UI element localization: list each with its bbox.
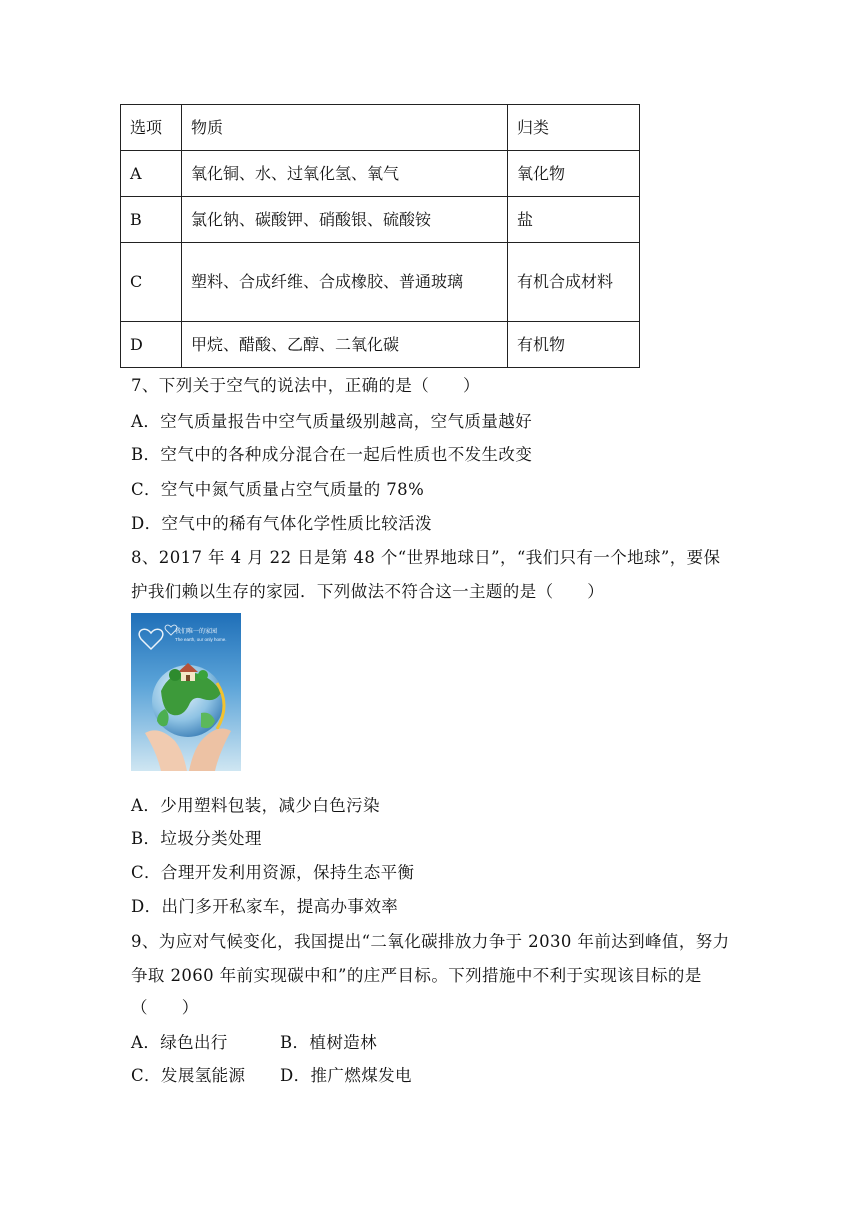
poster-caption-en: The earth, our only home. [175, 637, 227, 642]
row-option: A [121, 151, 182, 197]
q9-stem-line1: 9、为应对气候变化，我国提出“二氧化碳排放力争于 2030 年前达到峰值，努力 [131, 932, 730, 951]
row-category: 有机合成材料 [508, 243, 640, 322]
table-row [121, 322, 640, 368]
row-category: 盐 [508, 197, 640, 243]
row-substance: 氯化钠、碳酸钾、硝酸银、硫酸铵 [182, 197, 508, 243]
header-option: 选项 [121, 105, 182, 151]
classification-table [120, 104, 640, 368]
row-category: 有机物 [508, 322, 640, 368]
poster-caption-cn: 我们唯一的家园 [175, 629, 218, 635]
q9-option-c: C．发展氢能源 [131, 1066, 246, 1085]
earth-in-hands-illustration [131, 613, 241, 771]
table-row [121, 243, 640, 322]
header-substance: 物质 [182, 105, 508, 151]
table-row [121, 151, 640, 197]
table-header-row [121, 105, 640, 151]
q7-option-d: D．空气中的稀有气体化学性质比较活泼 [131, 514, 432, 533]
q9-stem-line2: 争取 2060 年前实现碳中和”的庄严目标。下列措施中不利于实现该目标的是 [131, 966, 702, 985]
row-substance: 甲烷、醋酸、乙醇、二氧化碳 [182, 322, 508, 368]
row-substance: 氧化铜、水、过氧化氢、氧气 [182, 151, 508, 197]
q7-option-a: A．空气质量报告中空气质量级别越高，空气质量越好 [131, 412, 533, 431]
row-category: 氧化物 [508, 151, 640, 197]
q9-stem-line3: （ ） [131, 998, 199, 1017]
q9-option-a: A．绿色出行 [131, 1033, 228, 1052]
row-option: B [121, 197, 182, 243]
q7-stem: 7、下列关于空气的说法中，正确的是（ ） [131, 376, 480, 395]
row-option: D [121, 322, 182, 368]
q7-option-b: B．空气中的各种成分混合在一起后性质也不发生改变 [131, 445, 533, 464]
q8-option-d: D．出门多开私家车，提高办事效率 [131, 897, 399, 916]
q8-option-a: A．少用塑料包装，减少白色污染 [131, 796, 380, 815]
q8-option-b: B．垃圾分类处理 [131, 829, 262, 848]
row-option: C [121, 243, 182, 322]
q9-option-d: D．推广燃煤发电 [280, 1066, 412, 1085]
earth-poster-image [131, 613, 241, 771]
q8-stem-line1: 8、2017 年 4 月 22 日是第 48 个“世界地球日”，“我们只有一个地球”，要保 [131, 548, 721, 567]
row-substance: 塑料、合成纤维、合成橡胶、普通玻璃 [182, 243, 508, 322]
q9-option-b: B．植树造林 [280, 1033, 378, 1052]
q7-option-c: C．空气中氮气质量占空气质量的 78% [131, 480, 425, 499]
q8-stem-line2: 护我们赖以生存的家园．下列做法不符合这一主题的是（ ） [131, 582, 605, 601]
table-row [121, 197, 640, 243]
header-category: 归类 [508, 105, 640, 151]
q8-option-c: C．合理开发利用资源，保持生态平衡 [131, 863, 415, 882]
